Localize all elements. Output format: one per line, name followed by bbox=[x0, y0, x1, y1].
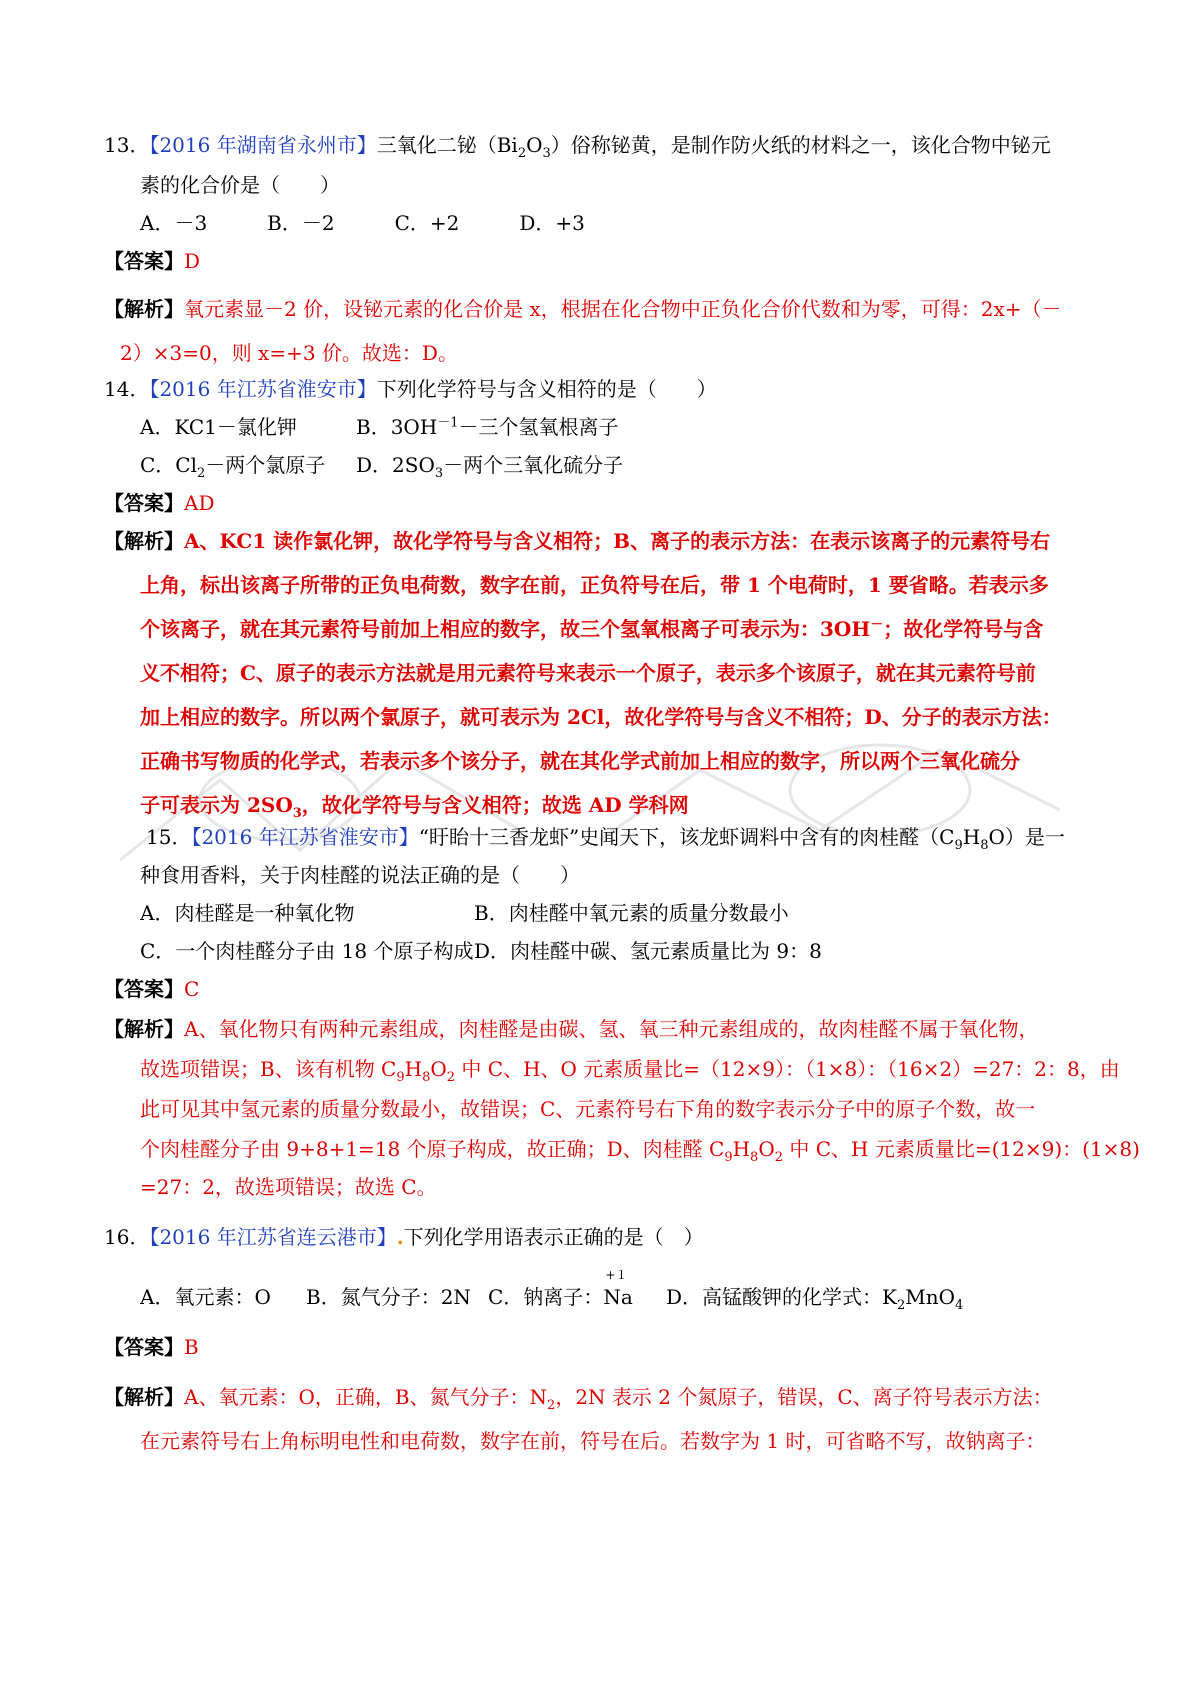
analysis-sub: 8 bbox=[422, 1070, 431, 1085]
q16-analysis-2: 在元素符号右上角标明电性和电荷数，数字在前，符号在后。若数字为 1 时，可省略不写，故钠离子： bbox=[140, 1429, 1046, 1453]
option-text: B．3OH bbox=[356, 415, 438, 439]
q16-option-c bbox=[488, 1268, 633, 1312]
option-text: －三个氢氧根离子 bbox=[458, 415, 619, 439]
q13-sub: 2 bbox=[517, 146, 527, 161]
q14-option-a: A．KC1－氯化钾 bbox=[140, 415, 297, 439]
option-text: D．高锰酸钾的化学式：K bbox=[666, 1285, 897, 1309]
analysis-text: 氧元素显－2 价，设铋元素的化合价是 x，根据在化合物中正负化合价代数和为零，可得：2x+（－ bbox=[184, 297, 1062, 321]
option-sub: 2 bbox=[197, 466, 206, 481]
q14-analysis-3 bbox=[140, 614, 1043, 644]
answer-tag: 【答案】 bbox=[104, 977, 184, 1001]
analysis-sub: 2 bbox=[774, 1150, 784, 1165]
answer-value: C bbox=[184, 977, 200, 1001]
analysis-tag: 【解析】 bbox=[104, 1385, 184, 1409]
analysis-text: ，故化学符号与含义相符；故选 AD 学科网 bbox=[301, 793, 689, 817]
analysis-tag: 【解析】 bbox=[104, 297, 184, 321]
analysis-text: O bbox=[758, 1137, 775, 1161]
q14-analysis-2: 上角，标出该离子所带的正负电荷数，数字在前，正负符号在后，带 1 个电荷时，1 要省略。若表示多 bbox=[140, 573, 1049, 597]
analysis-text: ，2N 表示 2 个氮原子，错误，C、离子符号表示方法： bbox=[555, 1385, 1053, 1409]
analysis-sup: － bbox=[870, 617, 884, 633]
q13-stem-text: 三氧化二铋（Bi bbox=[376, 133, 518, 157]
q15-number: 15． bbox=[146, 825, 192, 849]
q16-option-b: B．氮气分子：2N bbox=[306, 1285, 471, 1309]
q14-analysis-7 bbox=[140, 790, 689, 820]
q15-analysis-3: 此可见其中氢元素的质量分数最小，故错误；C、元素符号右下角的数字表示分子中的原子个数，故一 bbox=[140, 1097, 1036, 1121]
q14-analysis-4: 义不相符；C、原子的表示方法就是用元素符号来表示一个原子，表示多个该原子，就在其元素符号前 bbox=[140, 661, 1036, 685]
q13-number: 13． bbox=[104, 133, 150, 157]
q14-source: 【2016 年江苏省淮安市】 bbox=[149, 377, 377, 401]
q15-option-a: A．肉桂醛是一种氧化物 bbox=[140, 901, 355, 925]
q14-analysis-1 bbox=[104, 526, 1050, 556]
analysis-text: 子可表示为 2SO bbox=[140, 793, 293, 817]
answer-tag: 【答案】 bbox=[104, 1335, 184, 1359]
analysis-text: H bbox=[732, 1137, 751, 1161]
q15-sub: 8 bbox=[980, 838, 989, 853]
q15-answer bbox=[104, 974, 199, 1004]
q13-source: 【2016 年湖南省永州市】 bbox=[149, 133, 377, 157]
charge-label: +１ bbox=[605, 1268, 628, 1282]
q15-option-b: B．肉桂醛中氧元素的质量分数最小 bbox=[474, 901, 789, 925]
analysis-tag: 【解析】 bbox=[104, 1017, 184, 1041]
analysis-text: H bbox=[404, 1057, 423, 1081]
q15-line-2: 种食用香料，关于肉桂醛的说法正确的是（ ） bbox=[140, 863, 580, 887]
analysis-sub: 2 bbox=[446, 1070, 456, 1085]
analysis-text: A、氧化物只有两种元素组成，肉桂醛是由碳、氢、氧三种元素组成的，故肉桂醛不属于氧化物， bbox=[184, 1017, 1039, 1041]
q16-analysis-1 bbox=[104, 1382, 1053, 1412]
option-text: MnO bbox=[905, 1285, 956, 1309]
analysis-text: ；故化学符号与含 bbox=[883, 617, 1044, 641]
option-text: －两个三氧化硫分子 bbox=[443, 453, 624, 477]
q13-line-2: 素的化合价是（ ） bbox=[140, 173, 340, 197]
q13-analysis-1 bbox=[104, 294, 1061, 324]
q14-stem: 下列化学符号与含义相符的是（ ） bbox=[376, 377, 717, 401]
option-sub: 4 bbox=[955, 1298, 964, 1313]
q16-option-a: A．氧元素：O bbox=[140, 1285, 271, 1309]
analysis-sub: 8 bbox=[750, 1150, 759, 1165]
answer-value: AD bbox=[184, 491, 215, 515]
q14-option-d bbox=[356, 450, 623, 480]
q16-dot: . bbox=[396, 1225, 404, 1249]
q13-options: A．－3 B．－2 C．+2 D．+3 bbox=[140, 211, 585, 235]
q15-stem-text: O）是一 bbox=[988, 825, 1065, 849]
option-text: －两个氯原子 bbox=[205, 453, 326, 477]
analysis-sub: 3 bbox=[292, 806, 302, 821]
option-text: D．2SO bbox=[356, 453, 435, 477]
option-text: C．钠离子： bbox=[488, 1285, 604, 1309]
q15-line-1 bbox=[146, 822, 1065, 852]
q15-analysis-5: =27：2，故选项错误；故选 C。 bbox=[140, 1175, 437, 1199]
q15-sub: 9 bbox=[954, 838, 963, 853]
q15-analysis-1 bbox=[104, 1014, 1038, 1044]
analysis-text: 个肉桂醛分子由 9+8+1=18 个原子构成，故正确；D、肉桂醛 C bbox=[140, 1137, 725, 1161]
analysis-sub: 9 bbox=[396, 1070, 405, 1085]
answer-value: D bbox=[184, 249, 201, 273]
q15-stem-text: “盱眙十三香龙虾”史闻天下，该龙虾调料中含有的肉桂醛（C bbox=[418, 825, 955, 849]
q16-option-d bbox=[666, 1282, 963, 1312]
q14-number: 14． bbox=[104, 377, 150, 401]
q15-analysis-4 bbox=[140, 1134, 1140, 1164]
q13-sub: 3 bbox=[542, 146, 551, 161]
option-sub: 2 bbox=[896, 1298, 906, 1313]
option-c-symbol bbox=[603, 1268, 633, 1312]
q13-answer bbox=[104, 246, 200, 276]
analysis-text: O bbox=[430, 1057, 447, 1081]
q16-stem: 下列化学用语表示正确的是（ ） bbox=[403, 1225, 704, 1249]
analysis-sub: 9 bbox=[724, 1150, 733, 1165]
q15-source: 【2016 年江苏省淮安市】 bbox=[191, 825, 419, 849]
option-sub: 3 bbox=[434, 466, 444, 481]
q15-analysis-2 bbox=[140, 1054, 1120, 1084]
analysis-text: 个该离子，就在其元素符号前加上相应的数字，故三个氢氧根离子可表示为：3OH bbox=[140, 617, 871, 641]
q15-option-c: C．一个肉桂醛分子由 18 个原子构成 bbox=[140, 939, 474, 963]
q15-stem-text: H bbox=[962, 825, 981, 849]
analysis-text: 中 C、H 元素质量比=(12×9)：(1×8) bbox=[783, 1137, 1140, 1161]
analysis-text: 故选项错误；B、该有机物 C bbox=[140, 1057, 397, 1081]
answer-tag: 【答案】 bbox=[104, 249, 184, 273]
element-symbol: Na bbox=[603, 1285, 633, 1309]
q16-line-1 bbox=[104, 1222, 704, 1252]
answer-tag: 【答案】 bbox=[104, 491, 184, 515]
q14-analysis-5: 加上相应的数字。所以两个氯原子，就可表示为 2Cl，故化学符号与含义不相符；D、分子的表示方法： bbox=[140, 705, 1062, 729]
q13-line-1 bbox=[104, 130, 1051, 160]
analysis-text: A、氧元素：O，正确，B、氮气分子：N bbox=[184, 1385, 548, 1409]
q14-option-c bbox=[140, 450, 325, 480]
q16-source: 【2016 年江苏省连云港市】 bbox=[149, 1225, 397, 1249]
q13-stem-text: ）俗称铋黄，是制作防火纸的材料之一，该化合物中铋元 bbox=[550, 133, 1051, 157]
q13-stem-text: O bbox=[526, 133, 543, 157]
q16-number: 16． bbox=[104, 1225, 150, 1249]
option-sup: －1 bbox=[437, 415, 459, 431]
option-text: C．Cl bbox=[140, 453, 198, 477]
analysis-sub: 2 bbox=[547, 1398, 556, 1413]
answer-value: B bbox=[184, 1335, 199, 1359]
q16-answer bbox=[104, 1332, 199, 1362]
q14-line-1 bbox=[104, 374, 717, 404]
q14-option-b bbox=[356, 412, 619, 442]
analysis-text: 中 C、H、O 元素质量比=（12×9）：（1×8）：（16×2）=27：2：8，由 bbox=[455, 1057, 1120, 1081]
analysis-tag: 【解析】 bbox=[104, 529, 184, 553]
q14-analysis-6: 正确书写物质的化学式，若表示多个该分子，就在其化学式前加上相应的数字，所以两个三氧化硫分 bbox=[140, 749, 1020, 773]
analysis-text: A、KC1 读作氯化钾，故化学符号与含义相符；B、离子的表示方法：在表示该离子的元素符号右 bbox=[184, 529, 1051, 553]
q13-analysis-2: 2）×3=0，则 x=+3 价。故选：D。 bbox=[120, 341, 458, 365]
q14-answer bbox=[104, 488, 214, 518]
q15-option-d: D．肉桂醛中碳、氢元素质量比为 9：8 bbox=[474, 939, 822, 963]
